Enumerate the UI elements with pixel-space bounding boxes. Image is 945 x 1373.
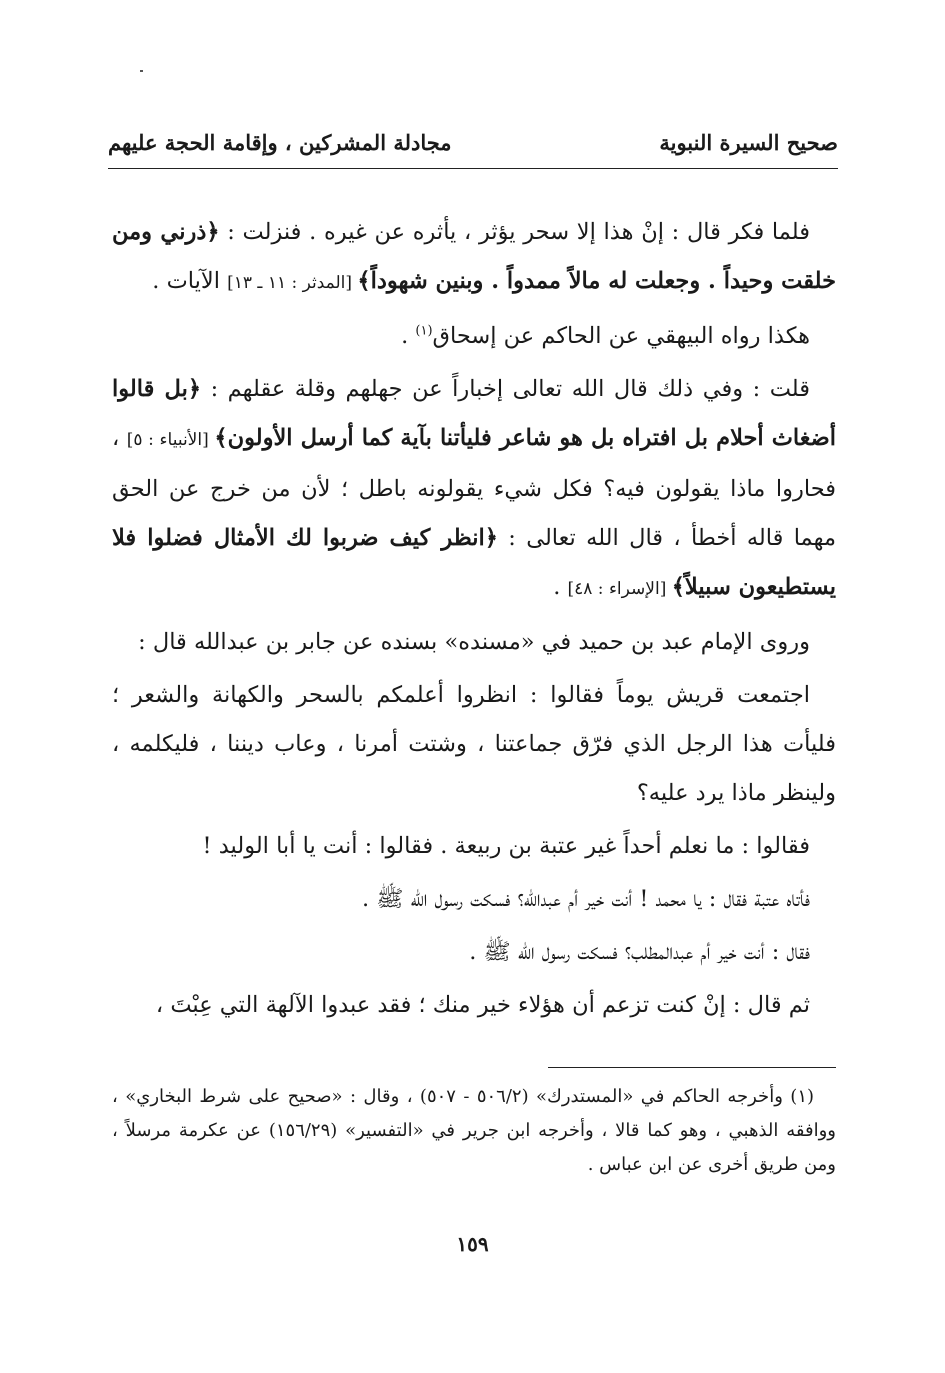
p3-verse-reference-1: [الأنبياء : ٥] [126,430,215,450]
header-chapter-title: مجادلة المشركين ، وإقامة الحجة عليهم [108,129,452,155]
p1-quran-verse: ﴿ذرني ومن خلقت وحيداً . وجعلت له مالاً ممدواً . وبنين شهوداً﴾ [112,219,836,294]
paragraph-2 [112,312,836,361]
page-number: ١٥٩ [456,1232,489,1256]
paragraph-6: فقالوا : ما نعلم أحداً غير عتبة بن ربيعة . فقالوا : أنت يا أبا الوليد ! [202,833,810,859]
running-header [108,122,838,162]
p2-tail: . [401,323,416,349]
header-divider [108,168,838,169]
p3-quran-verse-1: ﴿بل قالوا أضغاث أحلام بل افتراه بل هو شاعر فليأتنا بآية كما أرسل الأولون﴾ [112,376,836,451]
p3-verse-reference-2: [الإسراء : ٤٨] [567,579,672,599]
paragraph-1 [112,208,836,308]
footnote-divider [548,1067,836,1068]
paragraph-8: فقال : أنت خير أم عبدالمطلب؟ فسكت رسول الله ﷺ . [469,939,810,965]
footnote-marker[interactable]: (١) [415,323,433,339]
scan-speck [140,70,143,72]
p3-tail: . [553,574,568,600]
paragraph-7: فأتاه عتبة فقال : يا محمد ! أنت خير أم عبدالله؟ فسكت رسول الله ﷺ . [361,886,810,912]
paragraph-5: اجتمعت قريش يوماً فقالوا : انظروا أعلمكم بالسحر والكهانة والشعر ؛ فليأت هذا الرجل الذي فرّق جماعتنا ، وشتت أمرنا ، وعاب ديننا ، فليكلمه ، ولينظر ماذا يرد عليه؟ [112,682,836,806]
p3-middle: ، فحاروا ماذا يقولون فيه؟ فكل شيء يقولونه باطل ؛ لأن من خرج عن الحق مهما قاله أخطأ ، قال الله تعالى : [112,425,836,551]
p2-text: هكذا رواه البيهقي عن الحاكم عن إسحاق [432,323,810,349]
header-book-title: صحيح السيرة النبوية [659,129,838,155]
p1-verse-reference: [المدثر : ١١ ـ ١٣] [227,273,358,293]
footnotes [112,1080,836,1182]
p1-text: فلما فكر قال : إنْ هذا إلا سحر يؤثر ، يأثره عن غيره . فنزلت : [219,219,811,245]
paragraph-9: ثم قال : إنْ كنت تزعم أن هؤلاء خير منك ؛ فقد عبدوا الآلهة التي عِبْتَ ، [155,992,810,1018]
paragraph-4: وروى الإمام عبد بن حميد في «مسنده» بسنده عن جابر بن عبدالله قال : [138,629,810,655]
p3-quran-verse-2: ﴿انظر كيف ضربوا لك الأمثال فضلوا فلا يستطيعون سبيلاً﴾ [112,525,836,600]
p3-text: قلت : وفي ذلك قال الله تعالى إخباراً عن جهلهم وقلة عقلهم : [201,376,810,402]
paragraph-3 [112,365,836,614]
footnote-1: (١) وأخرجه الحاكم في «المستدرك» (٥٠٦/٢ - ٥٠٧) ، وقال : «صحيح على شرط البخاري» ، ووافقه الذهبي ، وهو كما قالا ، وأخرجه ابن جرير في «التفسير» (١٥٦/٢٩) عن عكرمة مرسلاً ، ومن طريق أخرى عن ابن عباس . [112,1086,836,1175]
p1-tail: الآيات . [152,268,228,294]
main-text [112,208,836,1034]
